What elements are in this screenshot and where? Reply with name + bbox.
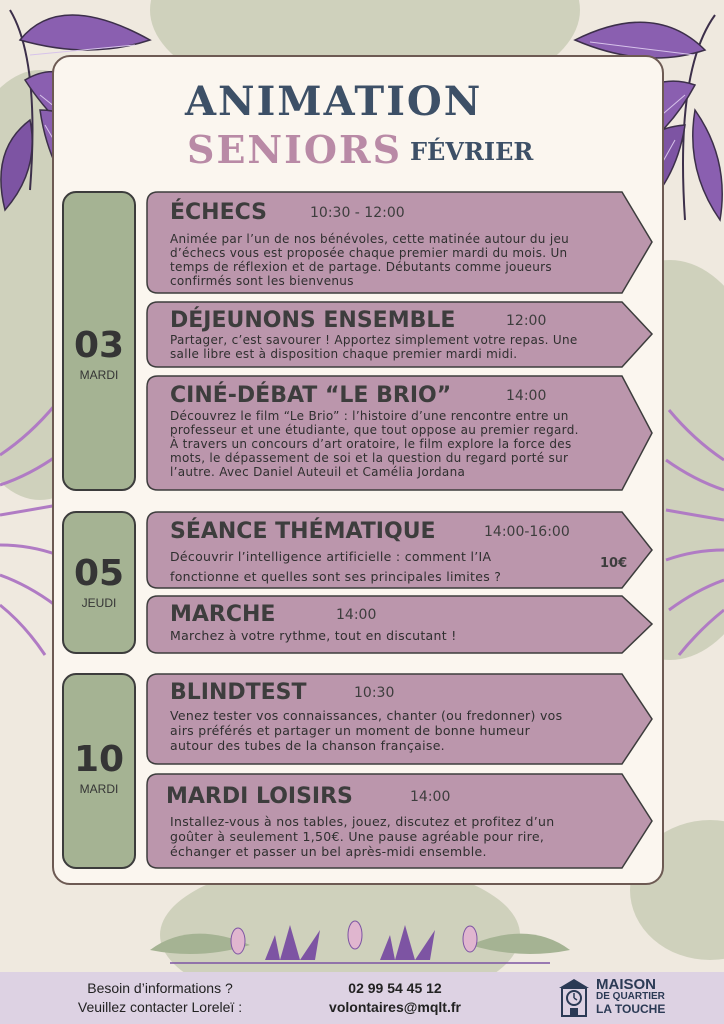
event-description: Partager, c’est savourer ! Apportez simplement votre repas. Une salle libre est à disposition chaque premier mardi midi. [170,333,578,361]
event-time: 12:00 [506,313,547,329]
event-time: 14:00 [336,607,377,623]
event-description: Installez-vous à nos tables, jouez, discutez et profitez d’un goûter à seulement 1,50€. Une pause agréable pour rire, échanger et passer un bel après-midi ensemble. [170,814,555,859]
day-number: 03 [73,325,125,366]
event-time: 14:00 [410,789,451,805]
email-address[interactable]: volontaires@mqlt.fr [329,999,461,1015]
contact-info [60,979,260,1017]
palm-leaf-left-icon [0,395,60,665]
event-title: SÉANCE THÉMATIQUE [170,519,436,544]
day-number: 05 [73,553,125,594]
event-title: CINÉ-DÉBAT “LE BRIO” [170,383,452,408]
logo-text: MAISON DE QUARTIER LA TOUCHE [596,976,666,1016]
event-title: MARDI LOISIRS [166,784,353,809]
event-title: ÉCHECS [170,200,268,225]
month-label: FÉVRIER [410,137,534,166]
event-blindtest [146,673,654,765]
day-weekday: MARDI [79,368,119,382]
palm-leaf-right-icon [664,400,724,660]
event-echecs [146,191,654,294]
event-time: 10:30 - 12:00 [310,205,405,221]
event-seance-thematique [146,511,654,589]
day-number: 10 [73,739,125,780]
day-block-05 [62,511,136,654]
bottom-floral-icon [150,915,570,973]
phone-number: 02 99 54 45 12 [348,980,442,996]
info-line: Besoin d’informations ? [87,980,233,996]
day-weekday: MARDI [79,782,119,796]
event-description: Découvrir l’intelligence artificielle : comment l’IA fonctionne et quelles sont ses principales limites ? [170,549,502,584]
event-title: DÉJEUNONS ENSEMBLE [170,308,456,333]
info-line: Veuillez contacter Loreleï : [77,999,243,1015]
event-title: BLINDTEST [170,680,307,705]
event-time: 14:00-16:00 [484,524,570,540]
clock-tower-logo-icon [556,976,592,1018]
page-subtitle: SENIORS [187,127,403,172]
event-mardi-loisirs [146,773,654,869]
event-time: 14:00 [506,388,547,404]
event-description: Découvrez le film “Le Brio” : l’histoire d’une rencontre entre un professeur et une étudiante, que tout oppose au premier regard. À travers un concours d’art oratoire, le film explore la force des mots, le dépassement de soi et la question du regard porté sur l’autre. Avec Daniel Auteuil et Camélia Jordana [170,409,579,479]
page-title: ANIMATION [185,78,483,125]
event-price: 10€ [600,556,628,571]
day-block-03 [62,191,136,491]
contact-details [300,979,490,1017]
event-description: Venez tester vos connaissances, chanter (ou fredonner) vos airs préférés et partager un moment de bonne humeur autour des tubes de la chanson française. [170,708,563,753]
event-description: Animée par l’un de nos bénévoles, cette matinée autour du jeu d’échecs vous est proposée chaque premier mardi du mois. Un temps de réflexion et de partage. Débutants comme joueurs confirmés sont les bienvenus [170,232,570,288]
event-time: 10:30 [354,685,395,701]
event-marche [146,595,654,654]
event-cine-debat [146,375,654,491]
event-dejeunons [146,301,654,368]
event-title: MARCHE [170,602,276,627]
day-weekday: JEUDI [81,596,117,610]
day-block-10 [62,673,136,869]
event-description: Marchez à votre rythme, tout en discutant ! [170,628,457,643]
